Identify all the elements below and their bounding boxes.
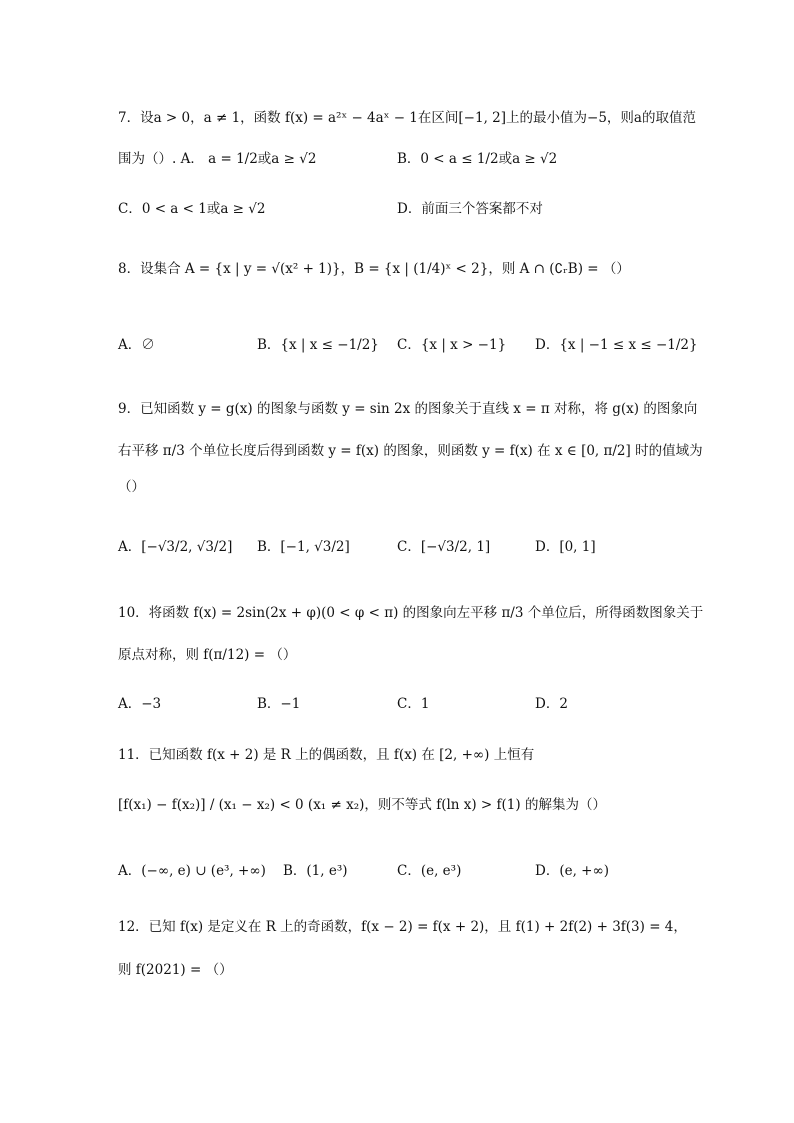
- q9-line-3: （）: [118, 479, 145, 495]
- q9-option-a: A．[−√3/2, √3/2]: [118, 539, 233, 555]
- q9-option-d: D．[0, 1]: [535, 539, 596, 555]
- q9-line-2: 右平移 π/3 个单位长度后得到函数 y = f(x) 的图象，则函数 y = f(x) 在 x ∈ [0, π/2] 时的值域为: [118, 443, 703, 459]
- q9-option-c: C．[−√3/2, 1]: [397, 539, 491, 555]
- q11-option-c: C．(e, e³): [397, 863, 462, 879]
- q8-option-b: B．{x | x ≤ −1/2}: [257, 337, 379, 353]
- q11-option-a: A．(−∞, e) ∪ (e³, +∞): [118, 863, 266, 879]
- q12-line-2: 则 f(2021) = （）: [118, 962, 233, 978]
- q10-option-d: D．2: [535, 696, 568, 712]
- q8-option-c: C．{x | x > −1}: [397, 337, 507, 353]
- q11-line-1: 11．已知函数 f(x + 2) 是 R 上的偶函数，且 f(x) 在 [2, +∞) 上恒有: [118, 747, 535, 763]
- q10-line-1: 10．将函数 f(x) = 2sin(2x + φ)(0 < φ < π) 的图象向左平移 π/3 个单位后，所得函数图象关于: [118, 605, 704, 621]
- q11-option-b: B．(1, e³): [283, 863, 348, 879]
- q8-line-1: 8．设集合 A = {x | y = √(x² + 1)}，B = {x | (1/4)ˣ < 2}，则 A ∩ (∁ᵣB) = （）: [118, 261, 630, 277]
- q9-line-1: 9．已知函数 y = g(x) 的图象与函数 y = sin 2x 的图象关于直线 x = π 对称，将 g(x) 的图象向: [118, 401, 698, 417]
- q9-option-b: B．[−1, √3/2]: [257, 539, 350, 555]
- q7-option-b: B．0 < a ≤ 1/2或a ≥ √2: [397, 151, 558, 167]
- q11-option-d: D．(e, +∞): [535, 863, 609, 879]
- q7-option-c: C．0 < a < 1或a ≥ √2: [118, 201, 266, 217]
- q7-option-d: D．前面三个答案都不对: [397, 201, 543, 217]
- q8-option-a: A．∅: [118, 337, 155, 353]
- q12-line-1: 12．已知 f(x) 是定义在 R 上的奇函数，f(x − 2) = f(x + 2)，且 f(1) + 2f(2) + 3f(3) = 4，: [118, 919, 687, 935]
- q10-option-c: C．1: [397, 696, 430, 712]
- q11-line-2: [f(x₁) − f(x₂)] / (x₁ − x₂) < 0 (x₁ ≠ x₂)，则不等式 f(ln x) > f(1) 的解集为（）: [118, 797, 606, 813]
- q7-line-1: 7．设a > 0，a ≠ 1，函数 f(x) = a²ˣ − 4aˣ − 1在区间[−1, 2]上的最小值为−5，则a的取值范: [118, 110, 696, 126]
- q10-option-b: B．−1: [257, 696, 301, 712]
- q10-option-a: A．−3: [118, 696, 162, 712]
- q10-line-2: 原点对称，则 f(π/12) = （）: [118, 647, 297, 663]
- q8-option-d: D．{x | −1 ≤ x ≤ −1/2}: [535, 337, 698, 353]
- q7-line-2: 围为（）. A． a = 1/2或a ≥ √2: [118, 151, 317, 167]
